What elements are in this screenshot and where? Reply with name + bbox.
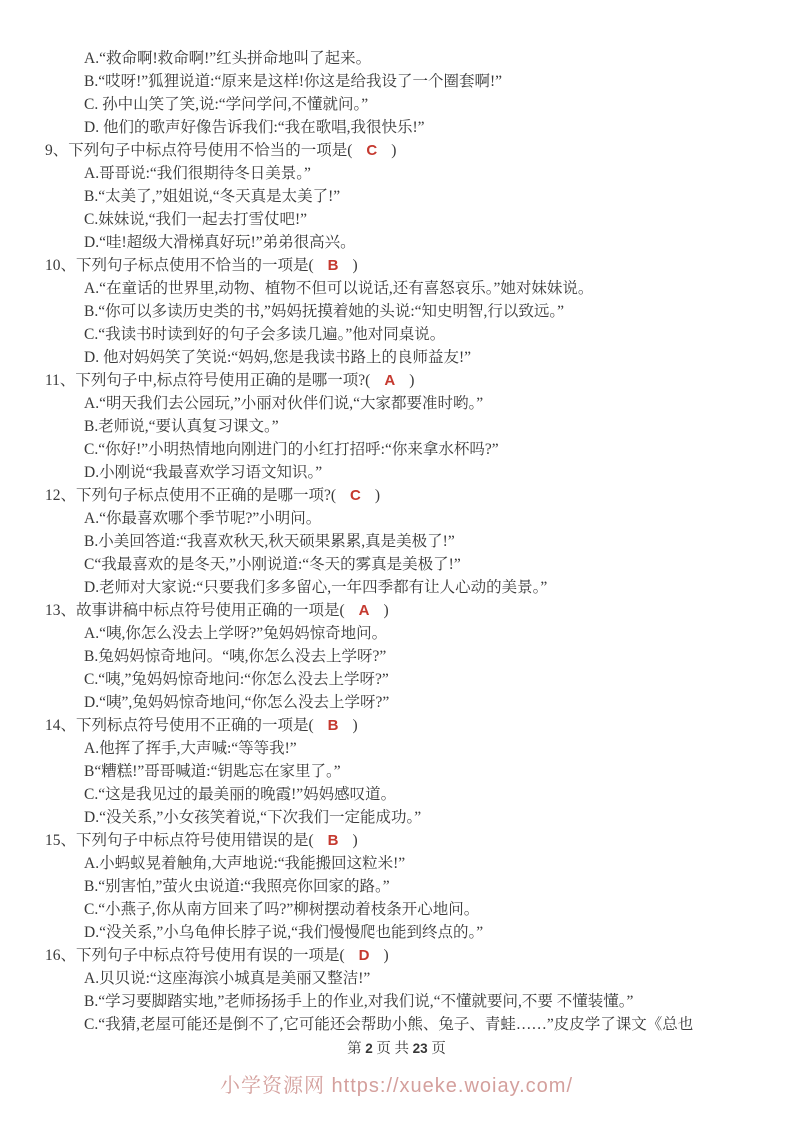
option-line: B“糟糕!”哥哥喊道:“钥匙忘在家里了。” [84,763,341,780]
question-stem [0,139,793,162]
question-stem [0,829,793,852]
option-line: A.他挥了挥手,大声喊:“等等我!” [84,740,297,757]
stem-text: 12、下列句子标点使用不正确的是哪一项?( [45,487,337,504]
answer-letter: C [350,487,361,504]
option-line: D. 他对妈妈笑了笑说:“妈妈,您是我读书路上的良师益友!” [84,349,472,366]
stem-close: ) [352,717,358,734]
option-line: C.“我猜,老屋可能还是倒不了,它可能还会帮助小熊、兔子、青蛙……”皮皮学了课文《总也 [84,1016,694,1033]
option-line: B.小美回答道:“我喜欢秋天,秋天硕果累累,真是美极了!” [84,533,455,550]
option-line: D.“咦”,兔妈妈惊奇地问,“你怎么没去上学呀?” [84,694,390,711]
footer-total-pages: 23 [412,1041,428,1056]
question-stem [0,369,793,392]
stem-close: ) [383,602,389,619]
stem-text: 9、下列句子中标点符号使用不恰当的一项是( [45,142,353,159]
option-line: B.“你可以多读历史类的书,”妈妈抚摸着她的头说:“知史明智,行以致远。” [84,303,565,320]
stem-text: 13、故事讲稿中标点符号使用正确的一项是( [45,602,345,619]
option-line: B.老师说,“要认真复习课文。” [84,418,279,435]
question-stem [0,599,793,622]
option-line: C.“你好!”小明热情地向刚进门的小红打招呼:“你来拿水杯吗?” [84,441,499,458]
option-line: A.“明天我们去公园玩,”小丽对伙伴们说,“大家都要准时哟。” [84,395,484,412]
stem-close: ) [352,832,358,849]
option-line: B.“别害怕,”萤火虫说道:“我照亮你回家的路。” [84,878,390,895]
option-line: B.“太美了,”姐姐说,“冬天真是太美了!” [84,188,341,205]
answer-letter: A [384,372,396,389]
option-line: D.“没关系,”小乌龟伸长脖子说,“我们慢慢爬也能到终点的。” [84,924,484,941]
answer-letter: A [358,602,370,619]
option-line: A.“在童话的世界里,动物、植物不但可以说话,还有喜怒哀乐。”她对妹妹说。 [84,280,594,297]
footer-page-number: 2 [365,1041,373,1056]
option-line: B.“学习要脚踏实地,”老师扬扬手上的作业,对我们说,“不懂就要问,不要 不懂装懂。” [84,993,634,1010]
option-line: A.小蚂蚁晃着触角,大声地说:“我能搬回这粒米!” [84,855,406,872]
stem-close: ) [383,947,389,964]
option-line: C.“咦,”兔妈妈惊奇地问:“你怎么没去上学呀?” [84,671,389,688]
option-line: D.小刚说“我最喜欢学习语文知识。” [84,464,323,481]
option-line: A.“救命啊!救命啊!”红头拼命地叫了起来。 [84,50,372,67]
question-stem [0,944,793,967]
stem-text: 14、下列标点符号使用不正确的一项是( [45,717,314,734]
stem-text: 15、下列句子中标点符号使用错误的是( [45,832,314,849]
watermark-text: 小学资源网 https://xueke.woiay.com/ [219,1075,574,1097]
option-line: C. 孙中山笑了笑,说:“学问学问,不懂就问。” [84,96,369,113]
answer-letter: B [327,257,339,274]
option-line: A.贝贝说:“这座海滨小城真是美丽又整洁!” [84,970,371,987]
option-line: D.“哇!超级大滑梯真好玩!”弟弟很高兴。 [84,234,356,251]
option-line: C“我最喜欢的是冬天,”小刚说道:“冬天的雾真是美极了!” [84,556,461,573]
option-line: D. 他们的歌声好像告诉我们:“我在歌唱,我很快乐!” [84,119,425,136]
option-line: C.妹妹说,“我们一起去打雪仗吧!” [84,211,308,228]
question-stem [0,484,793,507]
stem-text: 16、下列句子中标点符号使用有误的一项是( [45,947,345,964]
option-line: A.“你最喜欢哪个季节呢?”小明问。 [84,510,322,527]
stem-text: 11、下列句子中,标点符号使用正确的是哪一项?( [45,372,371,389]
answer-letter: B [327,832,339,849]
option-line: D.老师对大家说:“只要我们多多留心,一年四季都有让人心动的美景。” [84,579,548,596]
option-line: C.“这是我见过的最美丽的晚霞!”妈妈感叹道。 [84,786,397,803]
answer-letter: B [327,717,339,734]
option-line: B.兔妈妈惊奇地问。“咦,你怎么没去上学呀?” [84,648,387,665]
answer-letter: C [366,142,378,159]
question-stem [0,714,793,737]
answer-letter: D [358,947,370,964]
option-line: A.哥哥说:“我们很期待冬日美景。” [84,165,311,182]
page-footer [0,1037,793,1060]
footer-label-middle: 页 共 [376,1041,410,1057]
option-line: A.“咦,你怎么没去上学呀?”兔妈妈惊奇地问。 [84,625,388,642]
stem-text: 10、下列句子标点使用不恰当的一项是( [45,257,314,274]
stem-close: ) [374,487,381,504]
option-line: B.“哎呀!”狐狸说道:“原来是这样!你这是给我设了一个圈套啊!” [84,73,503,90]
question-stem [0,254,793,277]
option-line: D.“没关系,”小女孩笑着说,“下次我们一定能成功。” [84,809,422,826]
stem-close: ) [409,372,415,389]
footer-label-before: 第 [347,1041,362,1057]
option-line: C.“小燕子,你从南方回来了吗?”柳树摆动着枝条开心地问。 [84,901,480,918]
footer-label-after: 页 [431,1041,446,1057]
stem-close: ) [352,257,358,274]
stem-close: ) [391,142,397,159]
option-line: C.“我读书时读到好的句子会多读几遍。”他对同桌说。 [84,326,446,343]
